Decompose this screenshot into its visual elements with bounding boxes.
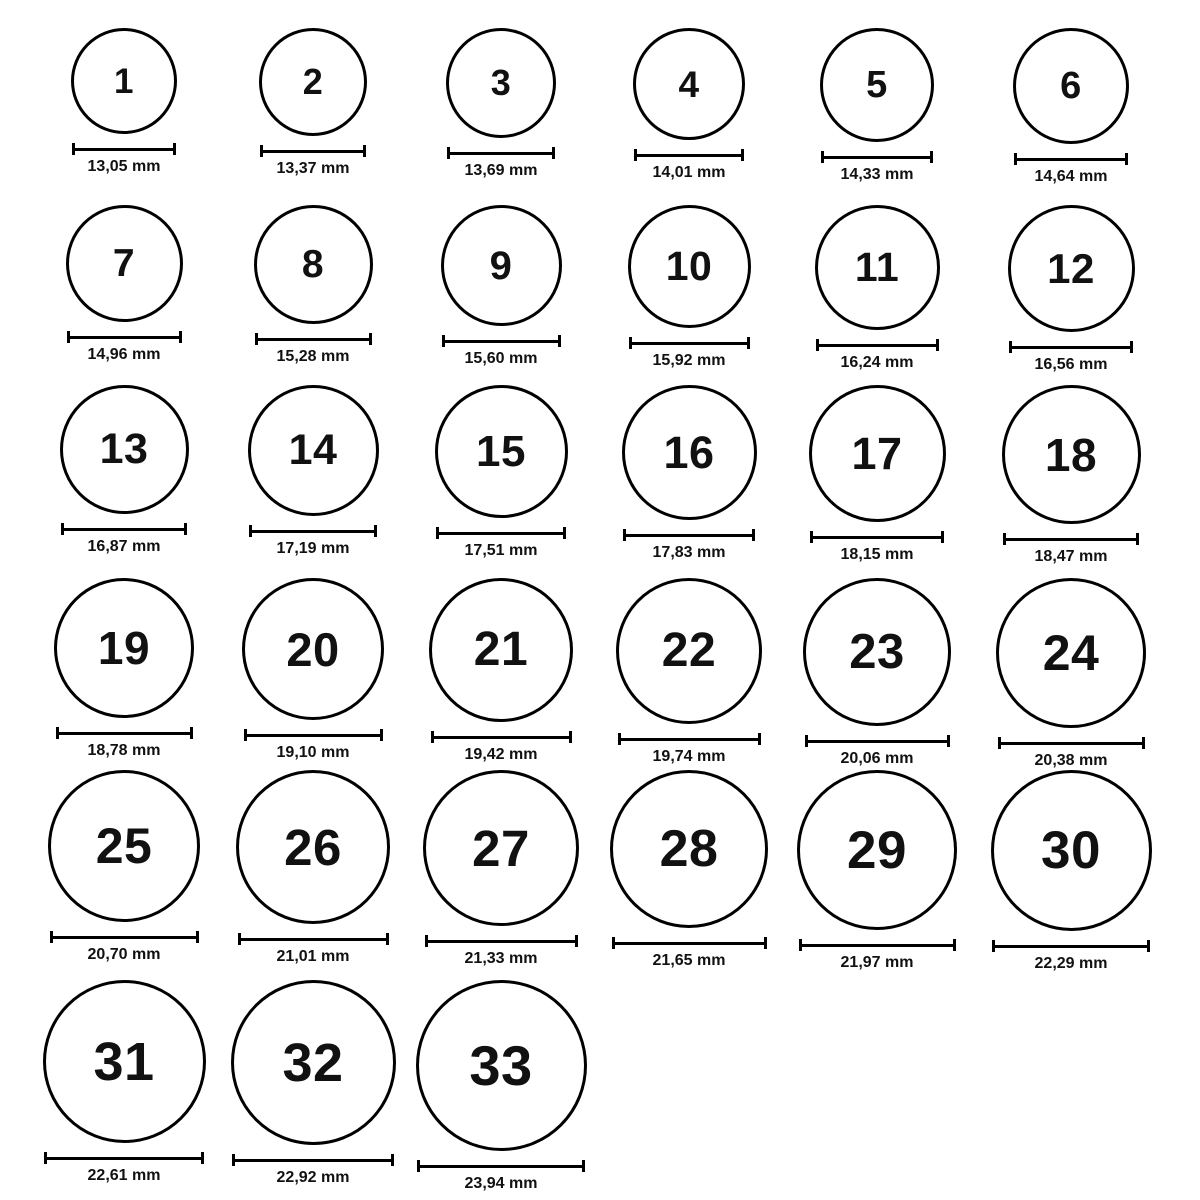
diameter-measure-bar	[799, 939, 956, 950]
measure-tick-right	[391, 1154, 394, 1166]
ring-circle	[66, 205, 183, 322]
ring-circle	[820, 28, 934, 142]
diameter-measure-bar	[442, 335, 561, 346]
ring-size-cell	[987, 770, 1156, 972]
diameter-measure-bar	[998, 737, 1145, 748]
diameter-label: 21,65 mm	[652, 952, 726, 969]
measure-tick-right	[363, 145, 366, 157]
ring-size-cell	[227, 980, 400, 1186]
ring-size-cell	[255, 28, 371, 177]
ring-circle	[71, 28, 177, 134]
ring-size-number: 27	[472, 819, 530, 877]
ring-circle	[1013, 28, 1129, 144]
ring-size-number: 21	[473, 623, 529, 676]
ring-size-number: 32	[282, 1032, 344, 1093]
measure-tick-right	[953, 939, 956, 951]
diameter-label: 22,92 mm	[276, 1169, 350, 1186]
ring-size-cell	[1004, 205, 1139, 373]
diameter-measure-bar	[425, 935, 578, 946]
ring-size-cell	[992, 578, 1150, 769]
ring-circle	[610, 770, 768, 928]
diameter-measure-bar	[821, 151, 933, 162]
diameter-measure-bar	[56, 727, 193, 738]
diameter-label: 18,47 mm	[1034, 548, 1108, 565]
measure-tick-right	[196, 931, 199, 943]
measure-tick-right	[1136, 533, 1139, 545]
diameter-label: 21,01 mm	[276, 948, 350, 965]
measure-tick-right	[936, 339, 939, 351]
ring-size-cell	[62, 205, 187, 363]
ring-size-number: 20	[286, 622, 340, 676]
ring-circle	[423, 770, 579, 926]
ring-circle	[259, 28, 367, 136]
diameter-measure-bar	[629, 337, 750, 348]
measure-tick-right	[575, 935, 578, 947]
ring-size-number: 14	[288, 426, 338, 474]
measure-tick-right	[190, 727, 193, 739]
diameter-label: 14,33 mm	[840, 166, 914, 183]
measure-tick-right	[1147, 940, 1150, 952]
diameter-label: 15,92 mm	[652, 352, 726, 369]
ring-size-cell	[419, 770, 583, 967]
ring-size-number: 12	[1047, 244, 1095, 292]
measure-tick-right	[758, 733, 761, 745]
diameter-measure-bar	[992, 940, 1150, 951]
ring-size-number: 10	[665, 243, 713, 289]
diameter-measure-bar	[50, 931, 199, 942]
ring-size-cell	[805, 385, 950, 563]
ring-size-number: 6	[1060, 65, 1082, 107]
diameter-measure-bar	[816, 339, 939, 350]
ring-circle	[797, 770, 957, 930]
measure-tick-right	[173, 143, 176, 155]
diameter-label: 21,97 mm	[840, 954, 914, 971]
diameter-measure-bar	[244, 729, 383, 740]
measure-rule	[249, 530, 377, 533]
diameter-measure-bar	[255, 333, 372, 344]
diameter-label: 17,19 mm	[276, 540, 350, 557]
measure-tick-right	[563, 527, 566, 539]
diameter-measure-bar	[805, 735, 950, 746]
ring-size-cell	[624, 205, 755, 369]
diameter-measure-bar	[238, 933, 389, 944]
ring-size-cell	[437, 205, 566, 367]
measure-tick-right	[582, 1160, 585, 1172]
ring-size-number: 8	[301, 243, 325, 286]
ring-size-number: 7	[112, 242, 136, 285]
measure-tick-right	[552, 147, 555, 159]
diameter-label: 19,42 mm	[464, 746, 538, 763]
ring-size-number: 28	[659, 820, 719, 878]
measure-rule	[1003, 538, 1139, 541]
diameter-measure-bar	[612, 937, 767, 948]
measure-tick-right	[380, 729, 383, 741]
ring-circle	[416, 980, 587, 1151]
measure-tick-right	[179, 331, 182, 343]
ring-circle	[441, 205, 562, 326]
measure-tick-right	[386, 933, 389, 945]
ring-size-number: 15	[476, 426, 526, 476]
diameter-label: 18,15 mm	[840, 546, 914, 563]
ring-circle	[231, 980, 396, 1145]
diameter-measure-bar	[1009, 341, 1133, 352]
diameter-label: 13,05 mm	[87, 158, 161, 175]
diameter-measure-bar	[447, 147, 555, 158]
diameter-label: 16,56 mm	[1034, 356, 1108, 373]
ring-size-cell	[232, 770, 394, 965]
ring-circle	[815, 205, 940, 330]
measure-rule	[72, 148, 176, 151]
ring-size-number: 30	[1041, 821, 1101, 880]
ring-size-cell	[612, 578, 766, 765]
diameter-measure-bar	[72, 143, 176, 154]
measure-rule	[442, 340, 561, 343]
measure-rule	[436, 532, 566, 535]
ring-circle	[435, 385, 568, 518]
ring-size-cell	[44, 770, 204, 963]
ring-circle	[254, 205, 373, 324]
diameter-label: 22,61 mm	[87, 1167, 161, 1184]
measure-rule	[238, 938, 389, 941]
ring-circle	[54, 578, 194, 718]
ring-size-number: 5	[866, 64, 888, 106]
measure-tick-right	[569, 731, 572, 743]
ring-size-number: 19	[97, 622, 151, 674]
measure-tick-right	[764, 937, 767, 949]
measure-rule	[447, 152, 555, 155]
measure-rule	[50, 936, 199, 939]
ring-size-cell	[618, 385, 761, 561]
measure-rule	[805, 740, 950, 743]
measure-rule	[998, 742, 1145, 745]
measure-tick-right	[1125, 153, 1128, 165]
ring-size-cell	[1009, 28, 1133, 185]
ring-size-cell	[799, 578, 955, 767]
ring-circle	[803, 578, 951, 726]
diameter-label: 15,28 mm	[276, 348, 350, 365]
ring-size-number: 25	[95, 818, 153, 874]
ring-circle	[622, 385, 757, 520]
measure-tick-right	[558, 335, 561, 347]
ring-size-cell	[998, 385, 1145, 565]
ring-circle	[60, 385, 189, 514]
diameter-label: 15,60 mm	[464, 350, 538, 367]
ring-size-number: 26	[284, 818, 342, 876]
ring-size-number: 9	[489, 243, 513, 288]
diameter-measure-bar	[634, 149, 744, 160]
ring-size-cell	[816, 28, 938, 183]
ring-size-number: 3	[490, 62, 512, 103]
ring-size-number: 4	[678, 63, 700, 105]
ring-size-number: 31	[93, 1031, 155, 1092]
ring-size-number: 29	[847, 820, 907, 880]
ring-size-number: 13	[99, 425, 149, 473]
ring-size-cell	[50, 578, 198, 759]
diameter-label: 20,38 mm	[1034, 752, 1108, 769]
ring-size-number: 1	[114, 61, 134, 101]
ring-size-cell	[793, 770, 961, 971]
measure-rule	[44, 1157, 204, 1160]
ring-circle	[996, 578, 1146, 728]
ring-size-cell	[425, 578, 577, 763]
diameter-measure-bar	[44, 1152, 204, 1163]
ring-circle	[991, 770, 1152, 931]
diameter-label: 13,69 mm	[464, 162, 538, 179]
ring-size-number: 33	[469, 1033, 533, 1097]
diameter-label: 19,74 mm	[652, 748, 726, 765]
ring-size-number: 23	[849, 624, 905, 679]
ring-size-number: 2	[302, 61, 324, 102]
ring-circle	[429, 578, 573, 722]
diameter-label: 14,64 mm	[1034, 168, 1108, 185]
measure-rule	[629, 342, 750, 345]
diameter-label: 23,94 mm	[464, 1175, 538, 1192]
diameter-label: 21,33 mm	[464, 950, 538, 967]
ring-size-number: 22	[661, 624, 717, 677]
diameter-measure-bar	[618, 733, 761, 744]
diameter-measure-bar	[417, 1160, 585, 1171]
diameter-label: 20,06 mm	[840, 750, 914, 767]
measure-rule	[799, 944, 956, 947]
diameter-label: 17,51 mm	[464, 542, 538, 559]
ring-circle	[628, 205, 751, 328]
ring-circle	[43, 980, 206, 1143]
measure-rule	[821, 156, 933, 159]
ring-circle	[1008, 205, 1135, 332]
diameter-label: 16,87 mm	[87, 538, 161, 555]
diameter-measure-bar	[623, 529, 755, 540]
ring-circle	[616, 578, 762, 724]
ring-circle	[633, 28, 745, 140]
measure-rule	[618, 738, 761, 741]
ring-size-cell	[56, 385, 193, 555]
measure-tick-right	[941, 531, 944, 543]
ring-circle	[248, 385, 379, 516]
ring-size-number: 16	[663, 427, 715, 478]
measure-rule	[417, 1165, 585, 1168]
ring-circle	[242, 578, 384, 720]
ring-circle	[809, 385, 946, 522]
measure-rule	[61, 528, 187, 531]
ring-size-cell	[238, 578, 388, 761]
diameter-label: 13,37 mm	[276, 160, 350, 177]
diameter-label: 16,24 mm	[840, 354, 914, 371]
ring-circle	[446, 28, 556, 138]
ring-size-cell	[431, 385, 572, 559]
diameter-label: 14,01 mm	[652, 164, 726, 181]
measure-rule	[56, 732, 193, 735]
ring-size-cell	[811, 205, 944, 371]
ring-size-cell	[39, 980, 210, 1184]
diameter-measure-bar	[1014, 153, 1128, 164]
diameter-label: 20,70 mm	[87, 946, 161, 963]
diameter-label: 14,96 mm	[87, 346, 161, 363]
measure-tick-right	[374, 525, 377, 537]
diameter-measure-bar	[67, 331, 182, 342]
measure-rule	[612, 942, 767, 945]
ring-size-cell	[244, 385, 383, 557]
measure-tick-right	[1142, 737, 1145, 749]
measure-rule	[232, 1159, 394, 1162]
ring-circle	[48, 770, 200, 922]
ring-size-number: 11	[854, 244, 900, 290]
ring-size-cell	[250, 205, 377, 365]
measure-tick-right	[947, 735, 950, 747]
measure-tick-right	[741, 149, 744, 161]
diameter-measure-bar	[436, 527, 566, 538]
ring-size-number: 18	[1044, 428, 1098, 481]
measure-rule	[255, 338, 372, 341]
diameter-label: 17,83 mm	[652, 544, 726, 561]
diameter-measure-bar	[232, 1154, 394, 1165]
measure-rule	[634, 154, 744, 157]
ring-size-cell	[606, 770, 772, 969]
ring-circle	[1002, 385, 1141, 524]
measure-rule	[67, 336, 182, 339]
measure-rule	[260, 150, 366, 153]
ring-size-cell	[412, 980, 591, 1192]
measure-rule	[244, 734, 383, 737]
measure-tick-right	[201, 1152, 204, 1164]
diameter-measure-bar	[260, 145, 366, 156]
ring-size-number: 24	[1042, 625, 1100, 681]
measure-rule	[431, 736, 572, 739]
ring-size-cell	[629, 28, 749, 181]
measure-tick-right	[752, 529, 755, 541]
measure-rule	[425, 940, 578, 943]
measure-tick-right	[369, 333, 372, 345]
diameter-measure-bar	[810, 531, 944, 542]
measure-tick-right	[930, 151, 933, 163]
diameter-label: 18,78 mm	[87, 742, 161, 759]
diameter-measure-bar	[431, 731, 572, 742]
measure-tick-right	[184, 523, 187, 535]
measure-rule	[1009, 346, 1133, 349]
measure-rule	[992, 945, 1150, 948]
measure-rule	[816, 344, 939, 347]
measure-rule	[623, 534, 755, 537]
measure-rule	[810, 536, 944, 539]
diameter-label: 22,29 mm	[1034, 955, 1108, 972]
diameter-measure-bar	[61, 523, 187, 534]
ring-size-cell	[442, 28, 560, 179]
ring-size-cell	[67, 28, 181, 175]
diameter-measure-bar	[1003, 533, 1139, 544]
ring-size-number: 17	[851, 428, 903, 479]
ring-circle	[236, 770, 390, 924]
measure-rule	[1014, 158, 1128, 161]
measure-tick-right	[747, 337, 750, 349]
diameter-measure-bar	[249, 525, 377, 536]
diameter-label: 19,10 mm	[276, 744, 350, 761]
measure-tick-right	[1130, 341, 1133, 353]
